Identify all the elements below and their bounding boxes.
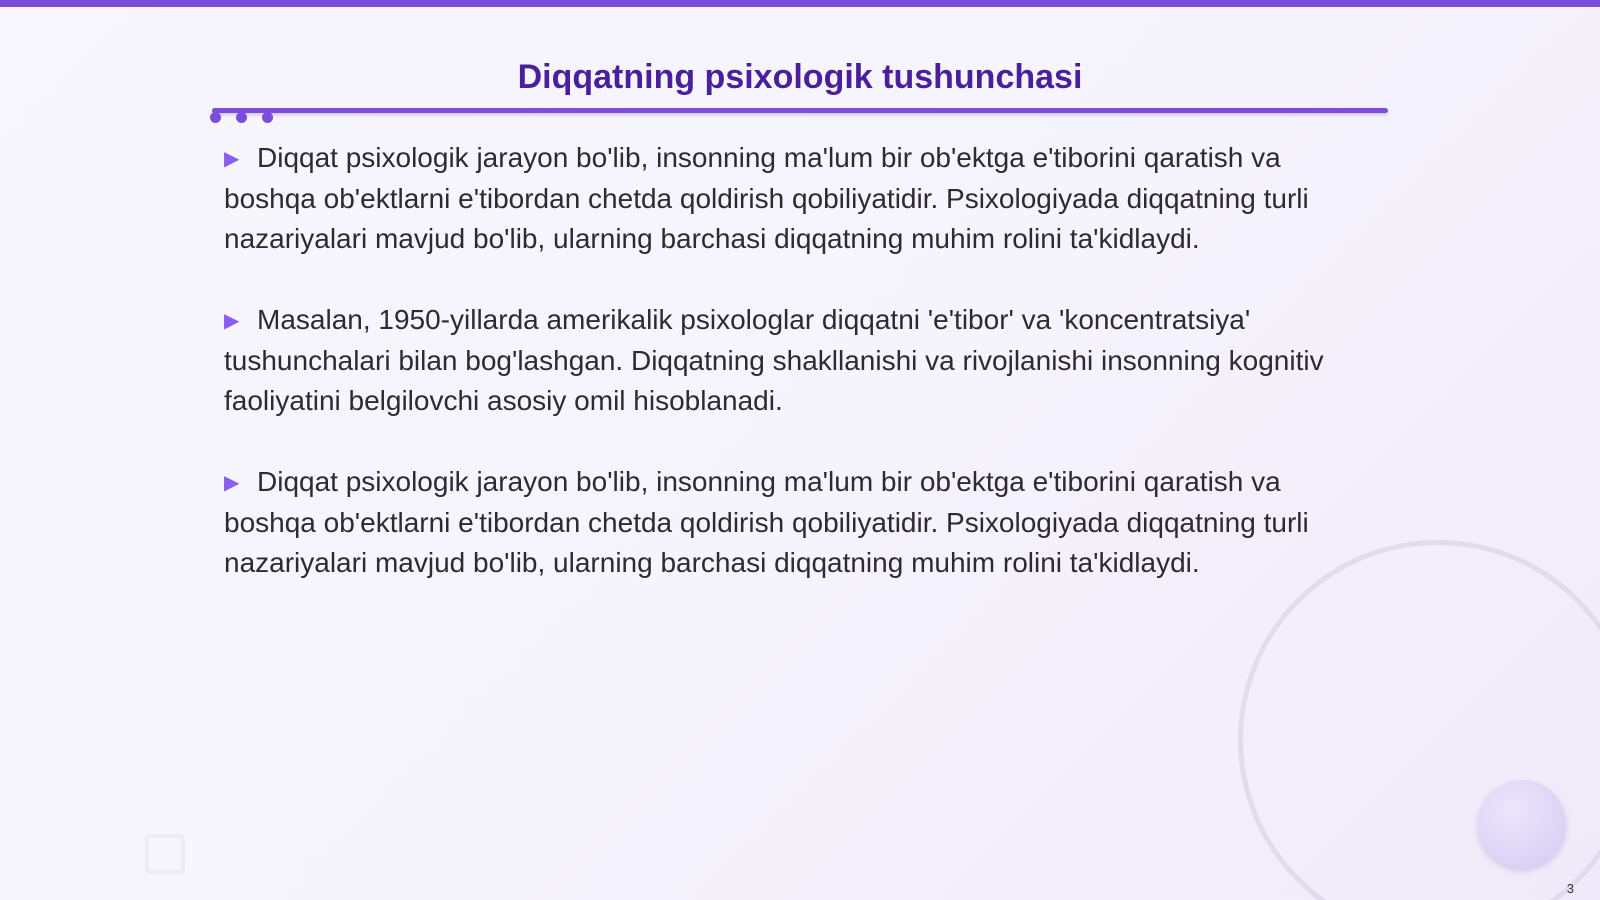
decorative-circle — [1478, 780, 1566, 868]
bullet-paragraph — [224, 462, 1374, 583]
bullet-paragraph — [224, 138, 1374, 259]
decorative-dot — [262, 112, 273, 123]
slide-title: Diqqatning psixologik tushunchasi — [517, 58, 1083, 96]
decorative-dot — [236, 112, 247, 123]
bullet-arrow-icon: ▶ — [224, 472, 240, 494]
bullet-paragraph — [224, 300, 1374, 421]
decorative-square — [145, 834, 185, 874]
decorative-dot — [210, 112, 221, 123]
paragraph-text: Diqqat psixologik jarayon bo'lib, insonning ma'lum bir ob'ektga e'tiborini qaratish va boshqa ob'ektlarni e'tibordan chetda qoldirish qobiliyatidir. Psixologiyada diqqatning turli nazariyalari mavjud bo'lib, ularning barchasi diqqatning muhim rolini ta'kidlaydi. — [224, 466, 1309, 578]
page-number: 3 — [1566, 881, 1574, 896]
top-accent-bar — [0, 0, 1600, 7]
paragraph-text: Diqqat psixologik jarayon bo'lib, insonning ma'lum bir ob'ektga e'tiborini qaratish va boshqa ob'ektlarni e'tibordan chetda qoldirish qobiliyatidir. Psixologiyada diqqatning turli nazariyalari mavjud bo'lib, ularning barchasi diqqatning muhim rolini ta'kidlaydi. — [224, 142, 1309, 254]
slide-body — [224, 138, 1374, 624]
title-underline — [212, 108, 1388, 113]
paragraph-text: Masalan, 1950-yillarda amerikalik psixologlar diqqatni 'e'tibor' va 'koncentratsiya' tushunchalari bilan bog'lashgan. Diqqatning shakllanishi va rivojlanishi insonning kognitiv faoliyatini belgilovchi asosiy omil hisoblanadi. — [224, 304, 1324, 416]
bullet-arrow-icon: ▶ — [224, 310, 240, 332]
bullet-arrow-icon: ▶ — [224, 148, 240, 170]
